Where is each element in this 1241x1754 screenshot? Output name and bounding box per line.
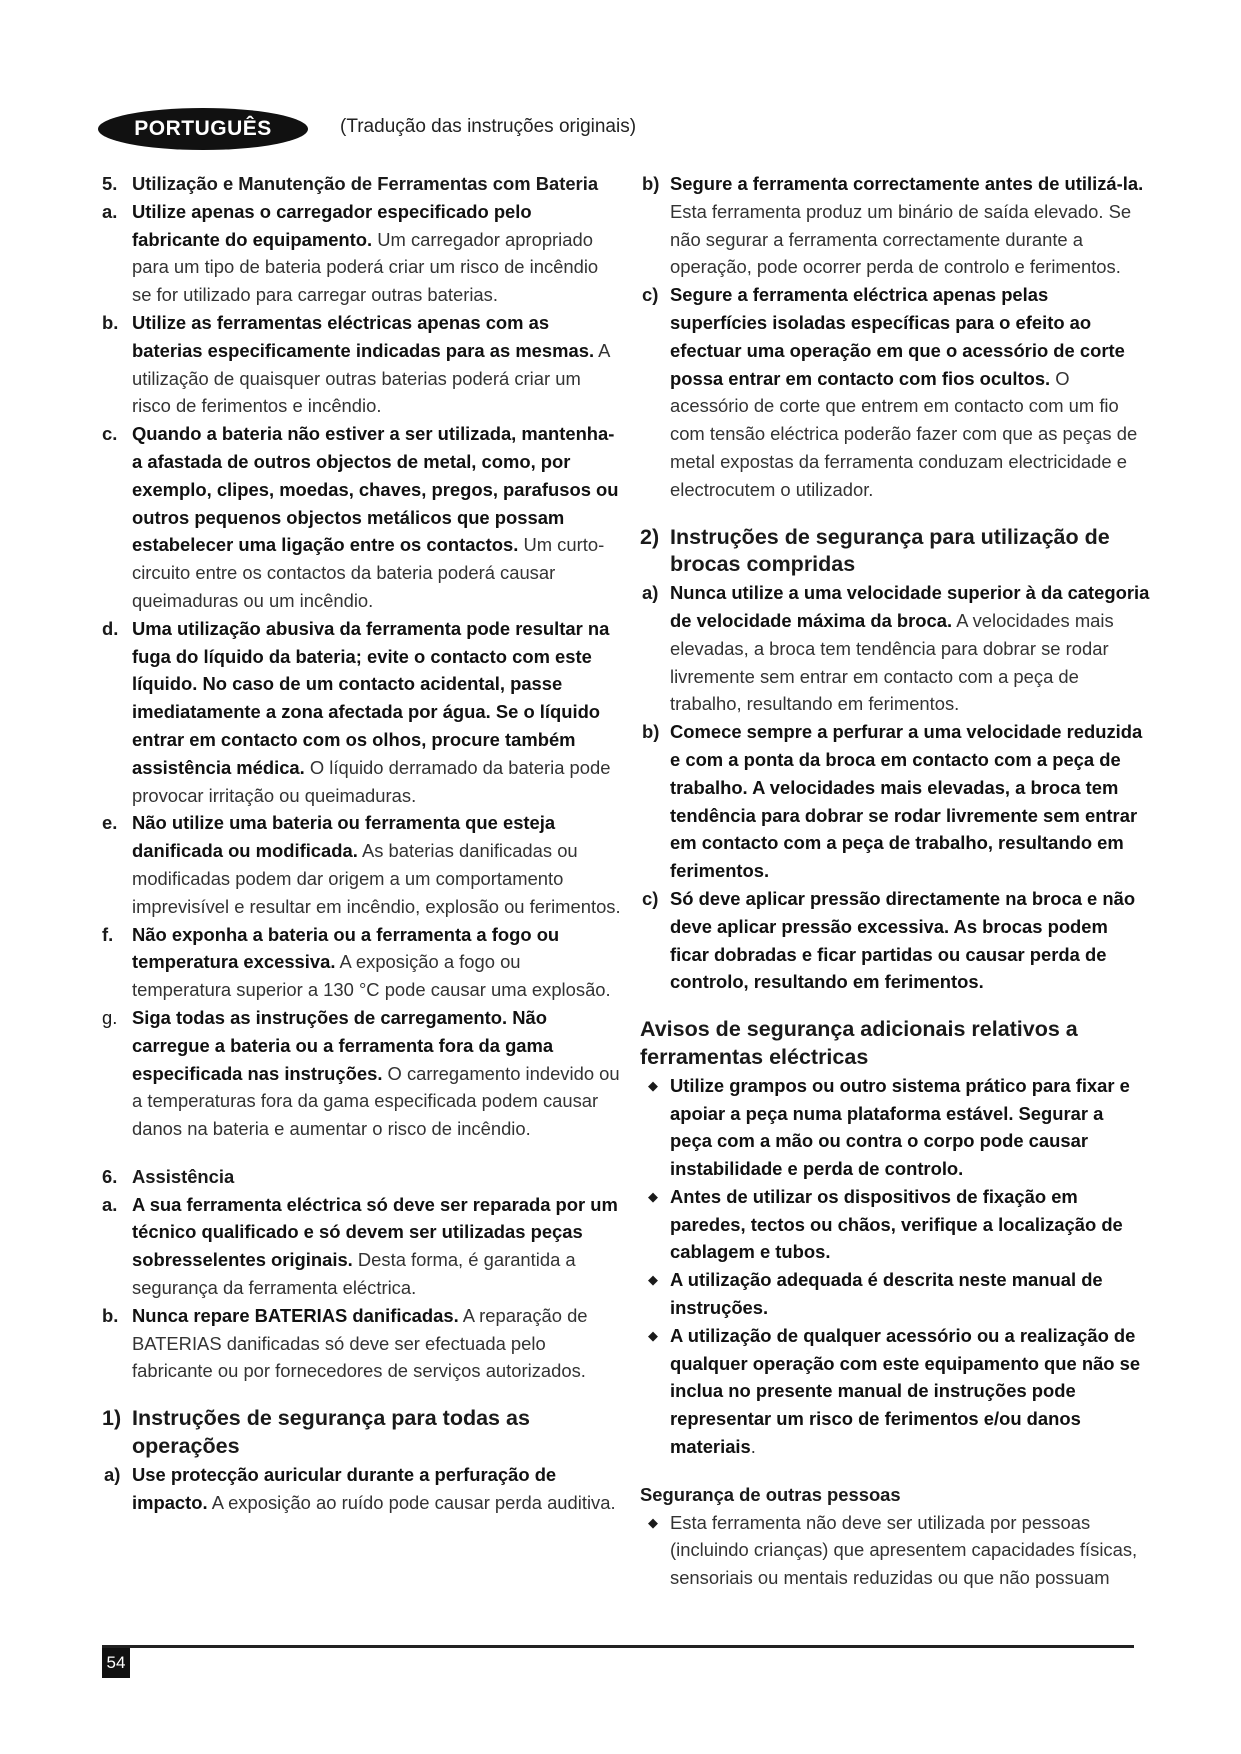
item-bold-text: Segure a ferramenta correctamente antes de utilizá-la. (670, 173, 1144, 194)
list-item (640, 1509, 1150, 1592)
item-text: . (750, 1436, 756, 1458)
list-item (640, 281, 1150, 503)
item-bold-text: Uma utilização abusiva da ferramenta pode resultar na fuga do líquido da bateria; evite o contacto com este líquido. No caso de um contacto acidental, passe imediatamente a zona afectada por água. Se o líquido entrar em contacto com os olhos, procure também assistência médica. (132, 617, 610, 778)
item-text: O acessório de corte que entrem em contacto com um fio com tensão eléctrica poderão fazer com que as peças de metal expostas da ferramenta conduzam electricidade e electrocutem o utilizador. (670, 367, 1138, 500)
page-header (98, 108, 698, 150)
list-item (640, 885, 1150, 996)
item-bold-text: Quando a bateria não estiver a ser utilizada, mantenha-a afastada de outros objectos de metal, como, por exemplo, clipes, moedas, chaves, pregos, parafusos ou outros pequenos objectos metálicos que possam estabelecer uma ligação entre os contactos. (132, 423, 619, 556)
item-marker: d. (102, 617, 119, 639)
header-subtitle: (Tradução das instruções originais) (340, 116, 637, 137)
item-marker: f. (102, 923, 114, 945)
item-bold-text: Segure a ferramenta eléctrica apenas pelas superfícies isoladas específicas para o efeito ao efectuar uma operação em que o acessório de corte possa entrar em contacto com fios ocultos. (670, 284, 1125, 389)
item-text: A exposição a fogo ou temperatura superior a 130 °C pode causar uma explosão. (132, 951, 611, 1001)
list-item (102, 1461, 622, 1517)
item-marker: a. (102, 200, 118, 222)
diamond-bullet-icon: ◆ (648, 1272, 658, 1288)
list-item (102, 420, 622, 615)
item-bold-text: Antes de utilizar os dispositivos de fixação em paredes, tectos ou chãos, verifique a localização de cablagem e tubos. (670, 1185, 1123, 1263)
list-item (102, 1302, 622, 1385)
item-bold-text: Utilize grampos ou outro sistema prático para fixar e apoiar a peça numa plataforma estável. Segurar a peça com a mão ou contra o corpo pode causar instabilidade e perda de controlo. (670, 1074, 1130, 1180)
item-marker: b. (102, 311, 119, 333)
item-bold-text: A utilização de qualquer acessório ou a realização de qualquer operação com este equipamento que não se inclua no presente manual de instruções pode representar um risco de ferimentos e/ou danos materiais (670, 1324, 1141, 1458)
list-item (640, 1266, 1150, 1322)
section-title: Instruções de segurança para todas as operações (132, 1406, 530, 1459)
list-item (102, 198, 622, 309)
item-text: Desta forma, é garantida a segurança da ferramenta eléctrica. (132, 1249, 576, 1299)
language-badge: PORTUGUÊS (98, 108, 308, 150)
others-safety-heading: Segurança de outras pessoas (640, 1483, 901, 1505)
item-marker: a) (642, 582, 659, 604)
item-text: Um curto-circuito entre os contactos da bateria poderá causar queimaduras ou um incêndio. (132, 534, 605, 611)
item-text: O carregamento indevido ou a temperaturas fora da gama especificada podem causar danos na bateria e aumentar o risco de incêndio. (132, 1062, 620, 1140)
item-marker: a. (102, 1193, 118, 1215)
left-column (102, 170, 622, 1516)
section-number: 5. (102, 173, 118, 194)
item-bold-text: Use protecção auricular durante a perfuração de impacto. (132, 1463, 557, 1513)
item-marker: b) (642, 721, 660, 743)
list-item (102, 921, 622, 1004)
diamond-bullet-icon: ◆ (648, 1188, 658, 1204)
list-item (640, 579, 1150, 718)
diamond-bullet-icon: ◆ (648, 1077, 658, 1093)
section-title: Utilização e Manutenção de Ferramentas com Bateria (132, 173, 599, 194)
item-bold-text: Só deve aplicar pressão directamente na broca e não deve aplicar pressão excessiva. As brocas podem ficar dobradas e ficar partidas ou causar perda de controlo, resultando em ferimentos. (670, 887, 1136, 993)
list-item (102, 809, 622, 920)
section-1-heading (102, 1405, 622, 1461)
list-item (640, 170, 1150, 281)
item-bold-text: Comece sempre a perfurar a uma velocidade reduzida e com a ponta da broca em contacto com a peça de trabalho. A velocidades mais elevadas, a broca tem tendência para dobrar se rodar livremente sem entrar em contacto com a peça de trabalho, resultando em ferimentos. (670, 721, 1143, 882)
item-text: As baterias danificadas ou modificadas podem dar origem a um comportamento imprevisível e resultar em incêndio, explosão ou ferimentos. (132, 840, 621, 917)
item-bold-text: Nunca utilize a uma velocidade superior à da categoria de velocidade máxima da broca. (670, 582, 1150, 631)
item-text: A velocidades mais elevadas, a broca tem tendência para dobrar se rodar livremente sem entrar em contacto com a peça de trabalho, resultando em ferimentos. (670, 609, 1114, 715)
list-item (102, 1191, 622, 1302)
list-item (102, 1004, 622, 1143)
list-item (102, 615, 622, 810)
item-bold-text: Não utilize uma bateria ou ferramenta que esteja danificada ou modificada. (132, 812, 556, 862)
list-item (640, 1322, 1150, 1461)
diamond-bullet-icon: ◆ (648, 1514, 658, 1530)
footer-divider (102, 1645, 1134, 1648)
section-number: 1) (102, 1406, 122, 1431)
item-marker: c) (642, 887, 659, 909)
item-bold-text: A utilização adequada é descrita neste manual de instruções. (670, 1269, 1103, 1319)
item-bold-text: Não exponha a bateria ou a ferramenta a fogo ou temperatura excessiva. (132, 923, 560, 973)
item-bold-text: A sua ferramenta eléctrica só deve ser reparada por um técnico qualificado e só devem ser utilizadas peças sobresselentes originais. (132, 1193, 618, 1271)
page-number: 54 (102, 1648, 130, 1678)
list-item (640, 718, 1150, 885)
item-text: A reparação de BATERIAS danificadas só deve ser efectuada pelo fabricante ou por fornecedores de serviços autorizados. (132, 1304, 588, 1382)
section-title: Instruções de segurança para utilização de brocas compridas (670, 524, 1110, 577)
item-marker: e. (102, 812, 118, 834)
item-bold-text: Nunca repare BATERIAS danificadas. (132, 1304, 459, 1326)
item-text: Esta ferramenta produz um binário de saída elevado. Se não segurar a ferramenta correctamente durante a operação, pode ocorrer perda de controlo e ferimentos. (670, 200, 1132, 278)
section-6-heading (102, 1163, 622, 1191)
diamond-bullet-icon: ◆ (648, 1327, 658, 1343)
item-bold-text: Utilize as ferramentas eléctricas apenas com as baterias especificamente indicadas para as mesmas. (132, 311, 595, 361)
item-bold-text: Siga todas as instruções de carregamento. Não carregue a bateria ou a ferramenta fora da gama especificada nas instruções. (132, 1006, 554, 1084)
right-column (640, 170, 1150, 1592)
section-number: 2) (640, 524, 660, 549)
section-2-heading (640, 524, 1150, 580)
section-title: Assistência (132, 1165, 235, 1187)
item-marker: b. (102, 1304, 119, 1326)
additional-warnings-heading: Avisos de segurança adicionais relativos a ferramentas eléctricas (640, 1017, 1078, 1069)
item-marker: a) (104, 1463, 121, 1485)
item-marker: c) (642, 284, 659, 306)
list-item (102, 309, 622, 420)
item-marker: c. (102, 423, 118, 445)
item-text: A exposição ao ruído pode causar perda auditiva. (207, 1491, 616, 1513)
item-text: A utilização de quaisquer outras baterias poderá criar um risco de ferimentos e incêndio. (132, 339, 610, 417)
section-number: 6. (102, 1165, 118, 1187)
item-bold-text: Utilize apenas o carregador especificado pelo fabricante do equipamento. (132, 200, 532, 250)
item-text: Um carregador apropriado para um tipo de bateria poderá criar um risco de incêndio se for utilizado para carregar outras baterias. (132, 228, 599, 306)
list-item (640, 1072, 1150, 1183)
item-marker: b) (642, 173, 660, 194)
item-marker: g. (102, 1006, 118, 1028)
list-item (640, 1183, 1150, 1266)
item-text: O líquido derramado da bateria pode provocar irritação ou queimaduras. (132, 756, 611, 806)
section-5-heading (102, 170, 622, 198)
item-text: Esta ferramenta não deve ser utilizada por pessoas (incluindo crianças) que apresentem capacidades físicas, sensoriais ou mentais reduzidas ou que não possuam (670, 1511, 1138, 1589)
